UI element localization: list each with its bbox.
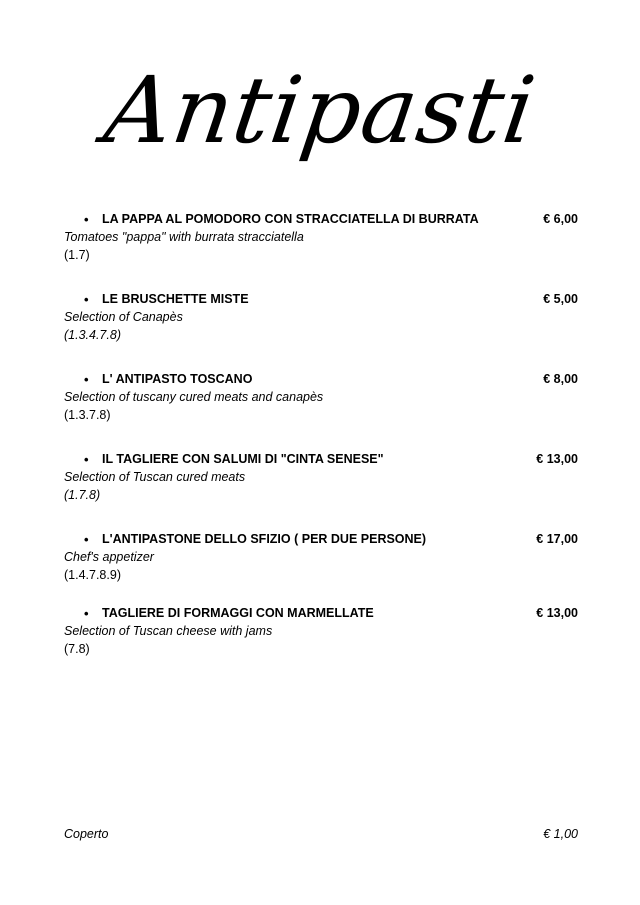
menu-item-description: Selection of tuscany cured meats and canapès bbox=[64, 390, 324, 404]
menu-item-description: Selection of Tuscan cheese with jams bbox=[64, 624, 273, 638]
menu-item-allergens: (7.8) bbox=[64, 642, 90, 656]
page-title: Antipasti bbox=[98, 57, 542, 164]
page-header bbox=[0, 46, 640, 176]
menu-item-name: LA PAPPA AL POMODORO CON STRACCIATELLA DI BURRATA bbox=[102, 212, 479, 226]
menu-item-header bbox=[64, 370, 578, 389]
menu-item-header bbox=[64, 290, 578, 309]
menu-list bbox=[64, 210, 578, 684]
bullet-icon: • bbox=[84, 292, 89, 307]
menu-item-price: € 13,00 bbox=[536, 452, 578, 466]
menu-item bbox=[64, 290, 578, 370]
menu-item-header bbox=[64, 210, 578, 229]
menu-item bbox=[64, 530, 578, 604]
menu-item-allergens: (1.7.8) bbox=[64, 488, 101, 502]
bullet-icon: • bbox=[84, 452, 89, 467]
menu-item-name: L' ANTIPASTO TOSCANO bbox=[102, 372, 253, 386]
menu-item-name: IL TAGLIERE CON SALUMI DI "CINTA SENESE" bbox=[102, 452, 384, 466]
menu-item-description: Selection of Tuscan cured meats bbox=[64, 470, 246, 484]
cover-charge-row bbox=[64, 825, 578, 845]
menu-item-allergens: (1.4.7.8.9) bbox=[64, 568, 121, 582]
menu-item-allergens: (1.3.4.7.8) bbox=[64, 328, 121, 342]
menu-item bbox=[64, 604, 578, 684]
menu-item-price: € 13,00 bbox=[536, 606, 578, 620]
menu-item-description: Tomatoes "pappa" with burrata stracciatella bbox=[64, 230, 304, 244]
cover-charge-price: € 1,00 bbox=[543, 827, 578, 841]
menu-item-name: LE BRUSCHETTE MISTE bbox=[102, 292, 249, 306]
menu-item-description: Chef's appetizer bbox=[64, 550, 154, 564]
menu-item-allergens: (1.3.7.8) bbox=[64, 408, 111, 422]
menu-item-name: L'ANTIPASTONE DELLO SFIZIO ( PER DUE PERSONE) bbox=[102, 532, 427, 546]
menu-item-price: € 5,00 bbox=[543, 292, 578, 306]
menu-item-description: Selection of Canapès bbox=[64, 310, 183, 324]
menu-item-header bbox=[64, 530, 578, 549]
menu-item-header bbox=[64, 604, 578, 623]
bullet-icon: • bbox=[84, 606, 89, 621]
menu-item bbox=[64, 450, 578, 530]
bullet-icon: • bbox=[84, 532, 89, 547]
menu-item-price: € 17,00 bbox=[536, 532, 578, 546]
menu-item-header bbox=[64, 450, 578, 469]
bullet-icon: • bbox=[84, 372, 89, 387]
bullet-icon: • bbox=[84, 212, 89, 227]
menu-item bbox=[64, 370, 578, 450]
cover-charge-label: Coperto bbox=[64, 827, 109, 841]
menu-item-allergens: (1.7) bbox=[64, 248, 90, 262]
menu-item-name: TAGLIERE DI FORMAGGI CON MARMELLATE bbox=[102, 606, 374, 620]
menu-item bbox=[64, 210, 578, 290]
menu-item-price: € 8,00 bbox=[543, 372, 578, 386]
menu-item-price: € 6,00 bbox=[543, 212, 578, 226]
